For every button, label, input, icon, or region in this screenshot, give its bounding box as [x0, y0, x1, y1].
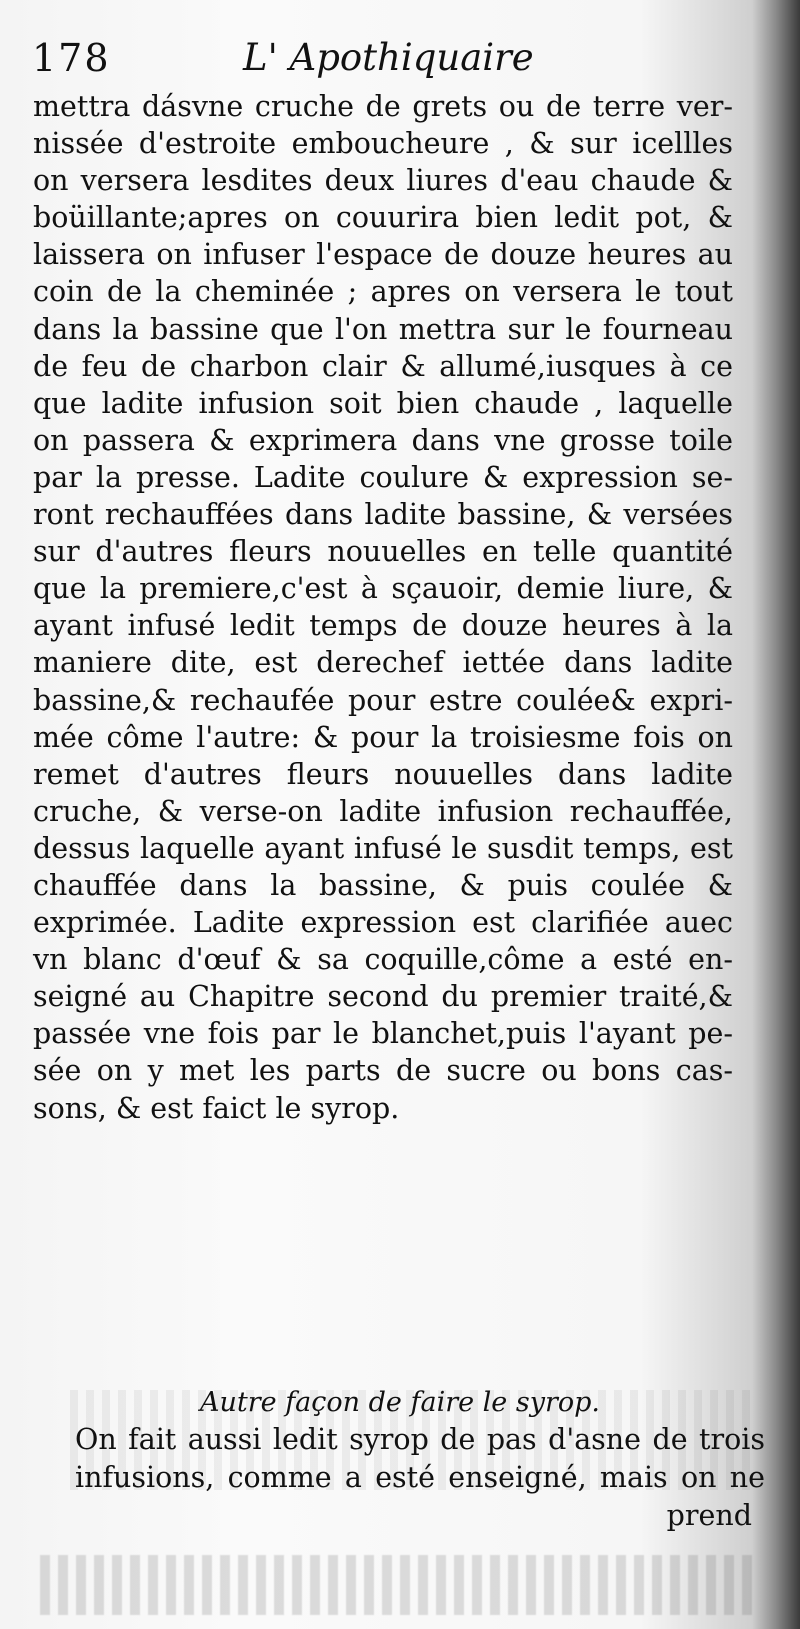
- text-line: par la presse. Ladite coulure & expression se-: [33, 460, 733, 494]
- text-line: sur d'autres fleurs nouuelles en telle quantité: [33, 535, 733, 569]
- catchword: prend: [666, 1499, 752, 1532]
- text-line: dessus laquelle ayant infusé le susdit temps, est: [33, 831, 733, 865]
- text-line: que ladite infusion soit bien chaude , laquelle: [33, 386, 733, 420]
- text-line: mée côme l'autre: & pour la troisiesme fois on: [33, 720, 733, 754]
- text-line: infusions, comme a esté enseigné, mais on ne: [75, 1461, 765, 1494]
- text-line: ront rechauffées dans ladite bassine, & versées: [33, 498, 733, 532]
- text-line: de feu de charbon clair & allumé,iusques à ce: [33, 349, 733, 383]
- text-line: exprimée. Ladite expression est clarifiée auec: [33, 906, 733, 940]
- text-line: coin de la cheminée ; apres on versera le tout: [33, 275, 733, 309]
- text-line: on versera lesdites deux liures d'eau chaude &: [33, 164, 733, 198]
- running-head: L' Apothiquaire: [243, 36, 534, 79]
- text-line: bassine,& rechaufée pour estre coulée& expri-: [33, 683, 733, 717]
- text-line: nissée d'estroite emboucheure , & sur icellles: [33, 127, 733, 161]
- text-line: chauffée dans la bassine, & puis coulée &: [33, 868, 733, 902]
- text-line: vn blanc d'œuf & sa coquille,côme a esté en-: [33, 943, 733, 977]
- main-paragraph: [33, 88, 733, 1127]
- text-line: on passera & exprimera dans vne grosse toile: [33, 423, 733, 457]
- text-line: seigné au Chapitre second du premier traité,&: [33, 980, 733, 1014]
- text-line: ayant infusé ledit temps de douze heures à la: [33, 609, 733, 643]
- text-line: laissera on infuser l'espace de douze heures au: [33, 238, 733, 272]
- show-through-shadow: [40, 1555, 760, 1615]
- page-number: 178: [32, 36, 111, 80]
- text-line: maniere dite, est derechef iettée dans ladite: [33, 646, 733, 680]
- text-line: sons, & est faict le syrop.: [33, 1091, 400, 1125]
- text-line: passée vne fois par le blanchet,puis l'ayant pe-: [33, 1017, 733, 1051]
- text-line: On fait aussi ledit syrop de pas d'asne de trois: [75, 1423, 765, 1456]
- text-line: mettra dásvne cruche de grets ou de terre ver-: [33, 90, 733, 123]
- section-subheading: Autre façon de faire le syrop.: [199, 1387, 601, 1418]
- page-header: [28, 36, 728, 86]
- second-paragraph: [75, 1421, 765, 1497]
- text-line: remet d'autres fleurs nouuelles dans ladite: [33, 757, 733, 791]
- text-line: dans la bassine que l'on mettra sur le fourneau: [33, 312, 733, 346]
- text-line: sée on y met les parts de sucre ou bons cas-: [33, 1054, 733, 1088]
- text-line: que la premiere,c'est à sçauoir, demie liure, &: [33, 572, 733, 606]
- text-line: boüillante;apres on couurira bien ledit pot, &: [33, 201, 733, 235]
- text-line: cruche, & verse-on ladite infusion rechauffée,: [33, 794, 733, 828]
